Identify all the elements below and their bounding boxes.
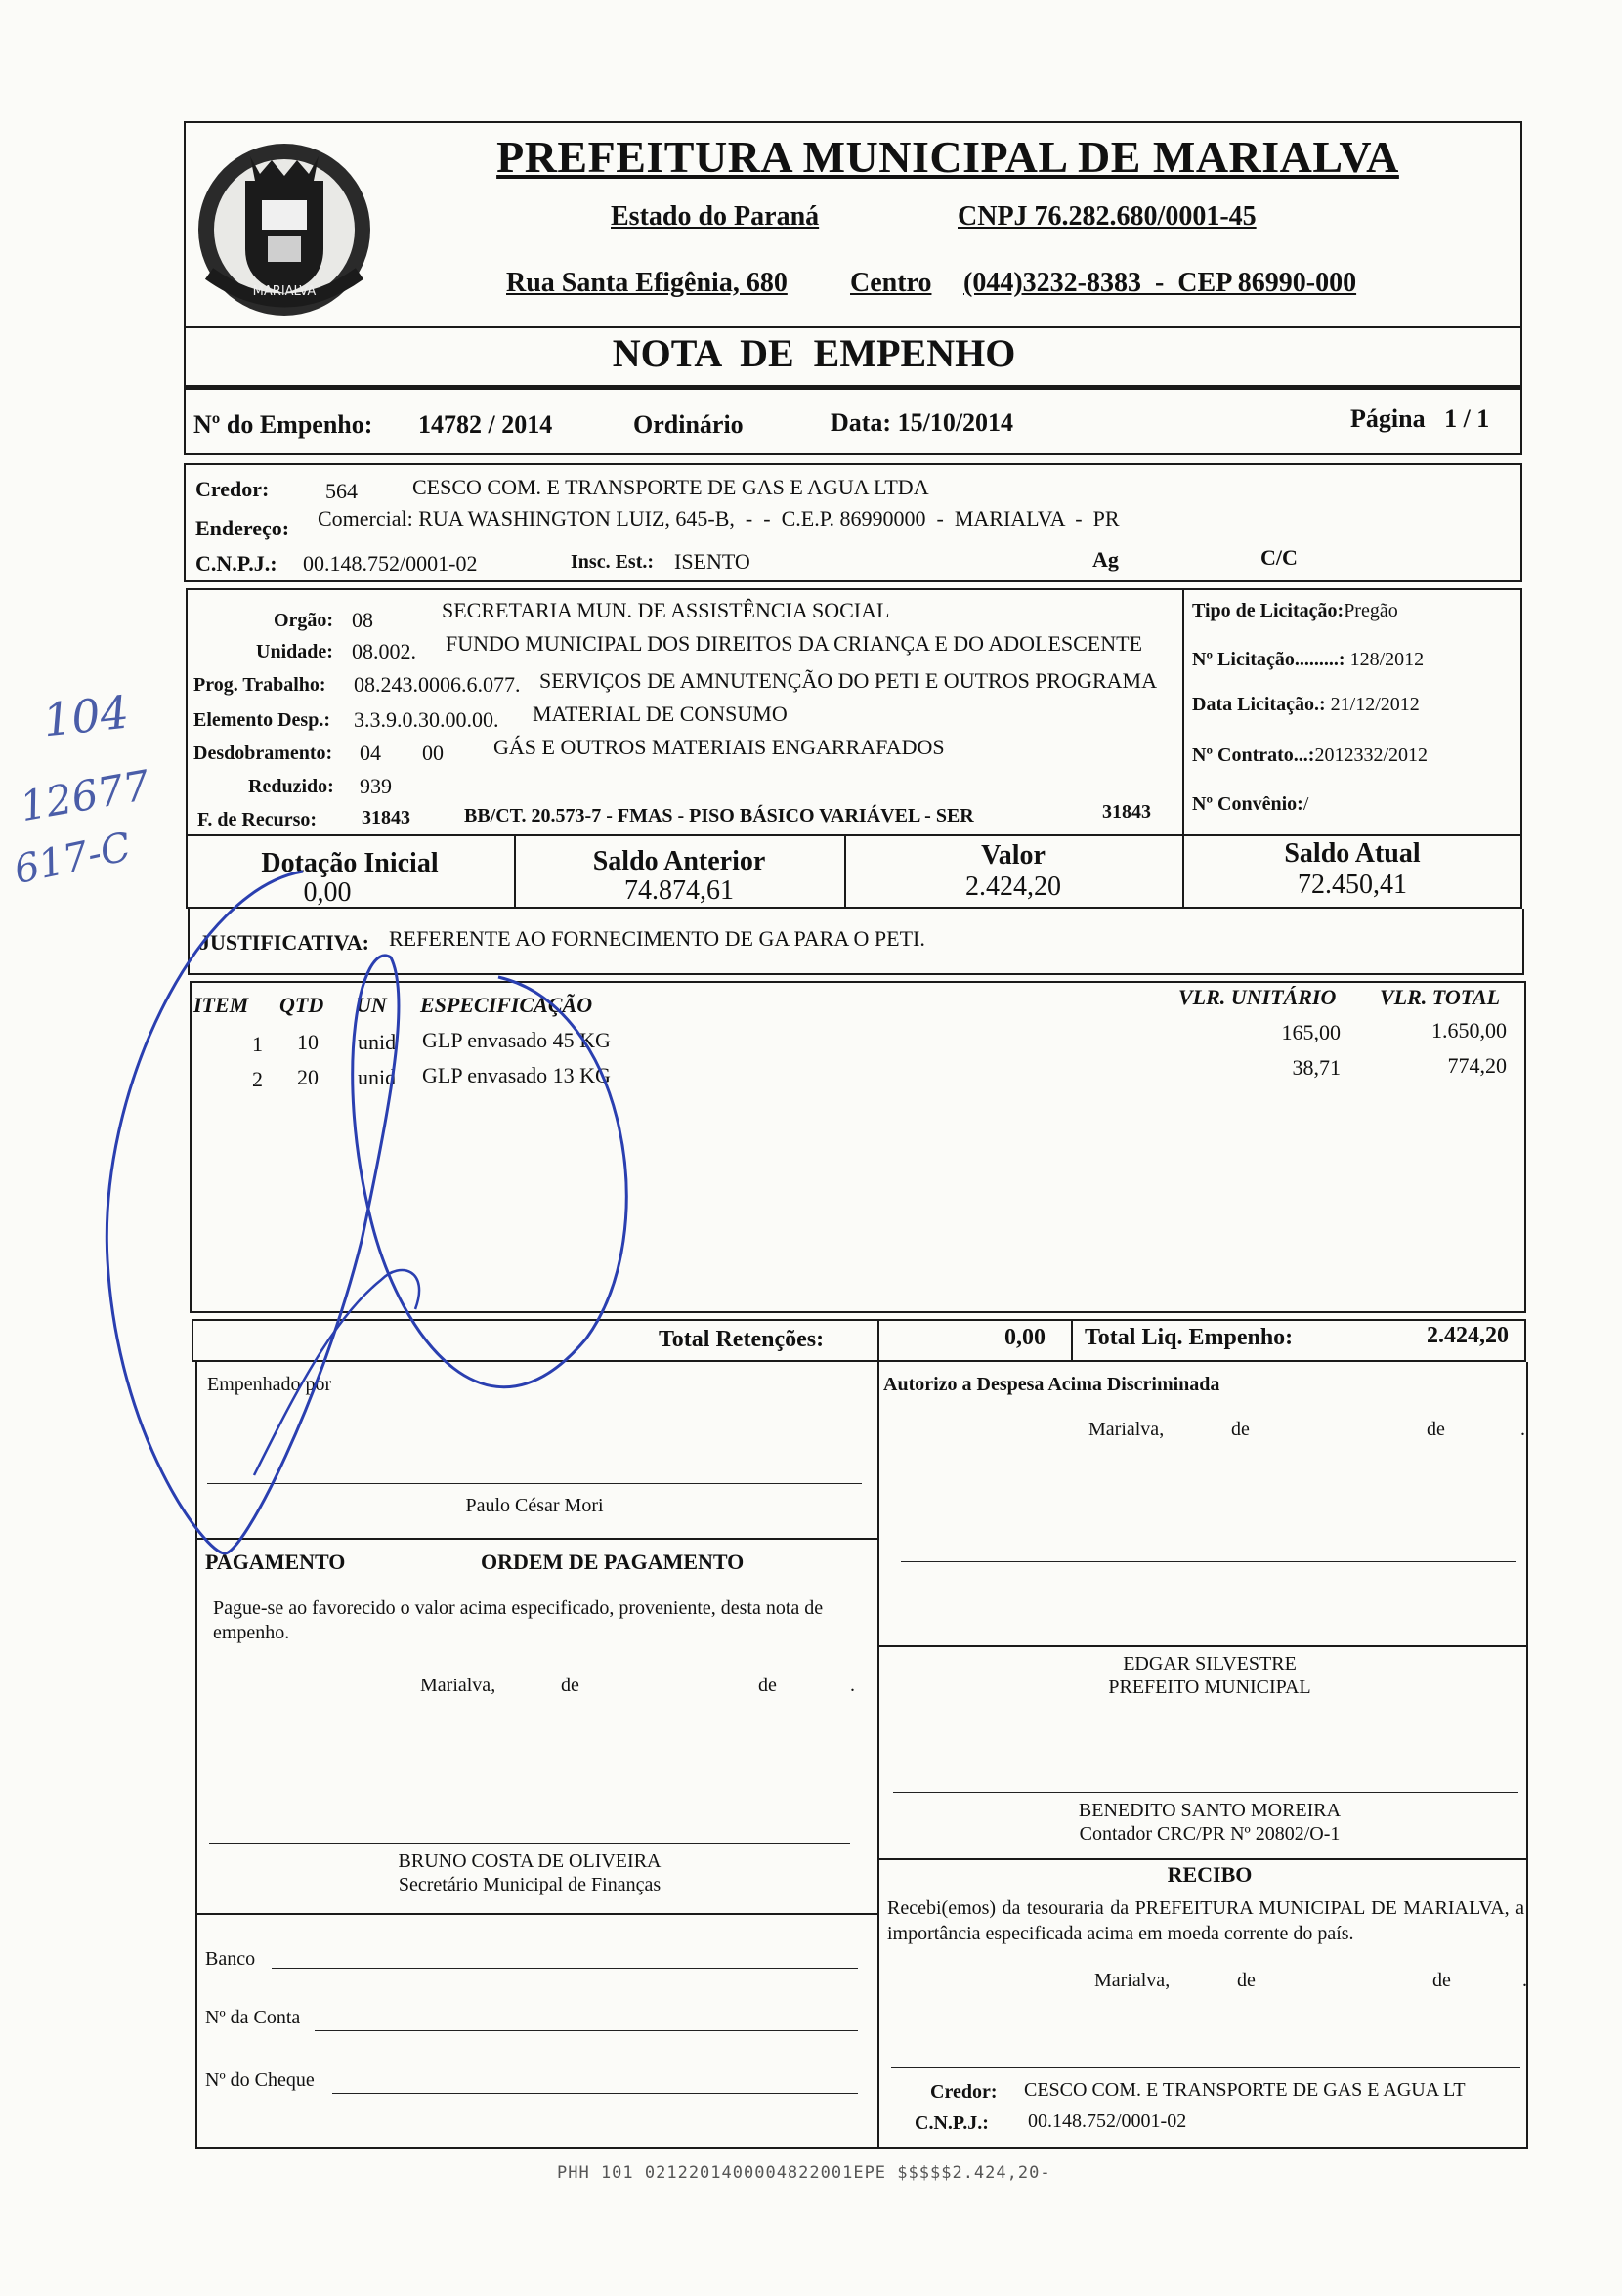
cnpj-value: 00.148.752/0001-02 (303, 551, 478, 575)
row1-qtd: 10 (297, 1030, 319, 1054)
handwritten-note-1: 104 (40, 685, 132, 747)
desd-name: GÁS E OUTROS MATERIAIS ENGARRAFADOS (493, 735, 945, 759)
orgao-code: 08 (352, 608, 373, 632)
credor-label: Credor: (195, 477, 270, 501)
total-liq-value: 2.424,20 (1427, 1323, 1509, 1348)
cc-label: C/C (1260, 545, 1298, 570)
recibo-de-1: de (1237, 1970, 1256, 1991)
recurso-code-2: 31843 (1102, 801, 1151, 823)
unidade-label: Unidade: (256, 641, 333, 662)
empenhado-label: Empenhado por (207, 1374, 332, 1395)
row2-un: unid (358, 1065, 397, 1089)
autorizo-city: Marialva, (1088, 1419, 1165, 1440)
data-licitacao-label: Data Licitação.: (1192, 694, 1326, 715)
justificativa-label: JUSTIFICATIVA: (199, 930, 370, 955)
saldo-atual-label: Saldo Atual (1284, 838, 1421, 869)
header-street: Rua Santa Efigênia, 680 (506, 268, 788, 298)
num-licitacao-value: 128/2012 (1349, 649, 1425, 670)
recurso-label: F. de Recurso: (197, 809, 318, 830)
row2-item: 2 (252, 1067, 263, 1091)
insc-value: ISENTO (674, 549, 750, 574)
unidade-name: FUNDO MUNICIPAL DOS DIREITOS DA CRIANÇA E DO ADOLESCENTE (446, 631, 1143, 656)
recibo-text: Recebi(emos) da tesouraria da PREFEITURA MUNICIPAL DE MARIALVA, a importância especificada acima em moeda corrente do país. (887, 1897, 1524, 1944)
tipo-licitacao-label: Tipo de Licitação: (1192, 600, 1345, 621)
prog-name: SERVIÇOS DE AMNUTENÇÃO DO PETI E OUTROS PROGRAMA (539, 668, 1158, 693)
address-label: Endereço: (195, 516, 290, 540)
signatures-divider (877, 1362, 879, 2149)
empenhado-name: Paulo César Mori (465, 1495, 604, 1516)
tipo-licitacao-value: Pregão (1344, 600, 1398, 621)
contrato-label: Nº Contrato...: (1192, 744, 1315, 766)
dotacao-divider (1182, 588, 1184, 836)
orgao-label: Orgão: (274, 610, 334, 631)
doc-title: NOTA DE EMPENHO (612, 331, 1016, 375)
conta-line[interactable] (315, 2030, 858, 2031)
col-un: UN (356, 993, 387, 1017)
col-vlr-unitario: VLR. UNITÁRIO (1178, 985, 1337, 1009)
header-state: Estado do Paraná (611, 201, 820, 232)
autorizo-de-2: de (1427, 1419, 1445, 1440)
recibo-city: Marialva, (1094, 1970, 1171, 1991)
cheque-label: Nº do Cheque (205, 2069, 315, 2091)
empenho-page: Página 1 / 1 (1350, 404, 1490, 433)
pen-signature-scribble (78, 850, 664, 1583)
dotacao-inicial-value: 0,00 (303, 877, 352, 908)
convenio (1192, 793, 1308, 816)
row2-qtd: 20 (297, 1065, 319, 1089)
header-phone-cep: (044)3232-8383 - CEP 86990-000 (963, 268, 1357, 298)
cheque-line[interactable] (332, 2093, 858, 2094)
saldo-atual-value: 72.450,41 (1298, 870, 1407, 900)
conta-label: Nº da Conta (205, 2007, 301, 2028)
prefeito-title: PREFEITO MUNICIPAL (1108, 1677, 1311, 1698)
unidade-code: 08.002. (352, 639, 416, 663)
coat-of-arms-logo (192, 127, 377, 322)
secretario-name: BRUNO COSTA DE OLIVEIRA (398, 1850, 662, 1872)
contador-signature-line (893, 1792, 1518, 1793)
row1-item: 1 (252, 1032, 263, 1056)
contrato-value: 2012332/2012 (1314, 744, 1429, 766)
autorizo-date-period: . (1520, 1419, 1525, 1440)
cnpj-label: C.N.P.J.: (195, 551, 277, 575)
credor-code: 564 (325, 479, 358, 503)
machine-print-line: PHH 101 0212201400004822001EPE $$$$$2.424,20- (557, 2163, 1051, 2183)
row2-unit: 38,71 (1292, 1055, 1341, 1080)
orgao-name: SECRETARIA MUN. DE ASSISTÊNCIA SOCIAL (442, 598, 890, 622)
col-qtd: QTD (279, 993, 324, 1017)
desd-code1: 04 (360, 741, 381, 765)
row2-total: 774,20 (1447, 1053, 1507, 1078)
valor-value: 2.424,20 (965, 872, 1061, 902)
pag-de-2: de (758, 1675, 777, 1696)
banco-divider (195, 1913, 877, 1915)
recibo-date-period: . (1522, 1970, 1527, 1991)
row1-total: 1.650,00 (1431, 1018, 1507, 1042)
total-liq-label: Total Liq. Empenho: (1085, 1325, 1294, 1350)
pague-text: Pague-se ao favorecido o valor acima especificado, proveniente, desta nota de empenho. (213, 1597, 824, 1643)
contador-name: BENEDITO SANTO MOREIRA (1078, 1800, 1342, 1821)
header-title: PREFEITURA MUNICIPAL DE MARIALVA (496, 132, 1399, 182)
footer-cnpj-value: 00.148.752/0001-02 (1028, 2110, 1187, 2132)
ordem-pagamento-label: ORDEM DE PAGAMENTO (481, 1550, 745, 1574)
row1-spec: GLP envasado 45 KG (422, 1028, 611, 1052)
address-value: Comercial: RUA WASHINGTON LUIZ, 645-B, - - C.E.P. 86990000 - MARIALVA - PR (318, 506, 1120, 531)
data-licitacao-value: 21/12/2012 (1330, 694, 1420, 715)
recibo-signature-line (891, 2067, 1520, 2068)
insc-label: Insc. Est.: (571, 551, 655, 573)
footer-cnpj-label: C.N.P.J.: (915, 2112, 989, 2134)
pag-de-1: de (561, 1675, 579, 1696)
prefeito-name: EDGAR SILVESTRE (1123, 1653, 1297, 1675)
elem-code: 3.3.9.0.30.00.00. (354, 707, 499, 732)
reduzido-label: Reduzido: (248, 776, 334, 797)
total-retencoes-label: Total Retenções: (659, 1327, 825, 1352)
empenho-type: Ordinário (633, 410, 744, 439)
col-vlr-total: VLR. TOTAL (1380, 985, 1501, 1009)
prog-label: Prog. Trabalho: (193, 674, 326, 696)
ag-label: Ag (1092, 547, 1119, 572)
num-licitacao (1192, 649, 1424, 671)
total-retencoes-value: 0,00 (1004, 1325, 1046, 1350)
footer-credor-name: CESCO COM. E TRANSPORTE DE GAS E AGUA LT (1024, 2079, 1466, 2101)
secretario-title: Secretário Municipal de Finanças (398, 1874, 662, 1895)
saldo-anterior-value: 74.874,61 (624, 875, 734, 906)
pag-city: Marialva, (420, 1675, 496, 1696)
justificativa-text: REFERENTE AO FORNECIMENTO DE GA PARA O PETI. (389, 926, 925, 951)
header-district: Centro (850, 268, 932, 298)
credor-name: CESCO COM. E TRANSPORTE DE GAS E AGUA LTDA (412, 475, 929, 499)
handwritten-note-2: 12677 (16, 760, 153, 831)
secretario-signature-line (209, 1843, 850, 1844)
row1-un: unid (358, 1030, 397, 1054)
empenho-number: 14782 / 2014 (418, 410, 553, 439)
saldo-anterior-label: Saldo Anterior (592, 846, 766, 876)
elem-name: MATERIAL DE CONSUMO (533, 702, 788, 726)
convenio-label: Nº Convênio: (1192, 793, 1303, 815)
row1-unit: 165,00 (1281, 1020, 1341, 1044)
prog-code: 08.243.0006.6.077. (354, 672, 521, 697)
prefeito-divider (877, 1645, 1528, 1647)
autorizo-signature-line (901, 1561, 1516, 1562)
footer-credor-label: Credor: (930, 2081, 998, 2103)
pag-date-period: . (850, 1675, 855, 1696)
recibo-de-2: de (1432, 1970, 1451, 1991)
contador-title: Contador CRC/PR Nº 20802/O-1 (1079, 1823, 1341, 1845)
num-licitacao-label: Nº Licitação.........: (1192, 649, 1345, 670)
banco-line[interactable] (272, 1968, 858, 1969)
header-cnpj: CNPJ 76.282.680/0001-45 (958, 201, 1257, 232)
elem-label: Elemento Desp.: (193, 709, 330, 731)
recibo-divider (877, 1858, 1528, 1860)
banco-label: Banco (205, 1948, 256, 1970)
empenho-date: Data: 15/10/2014 (831, 408, 1014, 437)
col-item: ITEM (193, 993, 249, 1017)
recibo-label: RECIBO (1167, 1862, 1253, 1887)
pagamento-label: PAGAMENTO (205, 1550, 346, 1574)
desd-label: Desdobramento: (193, 743, 333, 764)
tipo-licitacao (1192, 600, 1398, 622)
recurso-code: 31843 (362, 807, 410, 829)
empenho-label: Nº do Empenho: (193, 410, 373, 439)
dotacao-inicial-label: Dotação Inicial (261, 848, 439, 878)
contrato (1192, 744, 1428, 767)
data-licitacao (1192, 694, 1420, 716)
autorizo-label: Autorizo a Despesa Acima Discriminada (883, 1374, 1220, 1395)
autorizo-de-1: de (1231, 1419, 1250, 1440)
reduzido-code: 939 (360, 774, 392, 798)
col-especificacao: ESPECIFICAÇÃO (420, 993, 593, 1017)
recurso-name: BB/CT. 20.573-7 - FMAS - PISO BÁSICO VARIÁVEL - SER (464, 805, 974, 827)
crest-text: MARIALVA (252, 284, 317, 299)
desd-code2: 00 (422, 741, 444, 765)
valor-label: Valor (981, 840, 1046, 871)
handwritten-note-3: 617-C (10, 824, 135, 894)
convenio-value: / (1302, 793, 1309, 815)
totals-divider-2 (1071, 1319, 1073, 1362)
row2-spec: GLP envasado 13 KG (422, 1063, 611, 1087)
